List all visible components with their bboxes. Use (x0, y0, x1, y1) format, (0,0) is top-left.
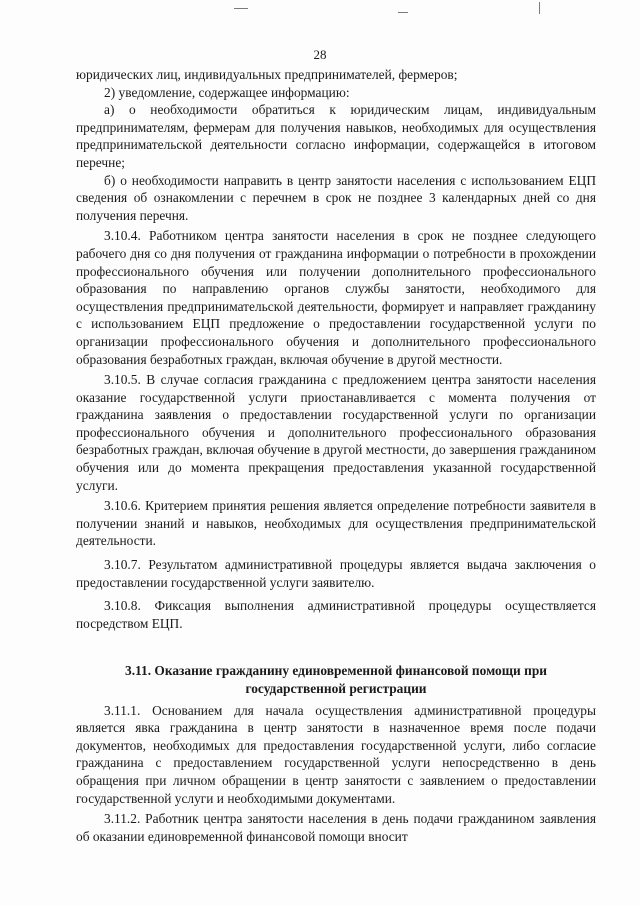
scan-mark-center (398, 12, 408, 13)
section-heading: 3.11. Оказание гражданину единовременной финансовой помощи при государственной регистрации (125, 663, 547, 696)
scan-mark-left (234, 8, 248, 9)
document-body (76, 66, 596, 845)
paragraph: а) о необходимости обратиться к юридическим лицам, индивидуальным предпринимателям, фермерам для получения навыков, необходимых для осуществления предпринимательской деятельности согласно информации, содержащейся в итоговом перечне; (76, 102, 596, 170)
paragraph: 3.10.5. В случае согласия гражданина с предложением центра занятости населения оказание государственной услуги приостанавливается с момента получения от гражданина заявления о предоставлении государственной услуги по организации профессионального обучения и дополнительного профессионального образования безработных граждан, включая обучение в другой местности, до завершения гражданином обучения или до момента прекращения предоставления указанной государственной услуги. (76, 372, 596, 493)
paragraph: 3.11.1. Основанием для начала осуществления административной процедуры является явка гражданина в центр занятости в назначенное время после подачи документов, необходимых для предоставления государственной услуги, либо согласие гражданина с предоставлением государственной услуги непосредственно в день обращения при личном обращении в центр занятости с заявлением о предоставлении государственной услуги и необходимыми документами. (76, 702, 596, 806)
page-number: 28 (313, 47, 327, 62)
scan-mark-right (539, 2, 540, 14)
paragraph: юридических лиц, индивидуальных предпринимателей, фермеров; (76, 67, 458, 82)
paragraph: 3.10.8. Фиксация выполнения административной процедуры осуществляется посредством ЕЦП. (76, 598, 596, 631)
paragraph: 3.10.6. Критерием принятия решения является определение потребности заявителя в получении знаний и навыков, необходимых для осуществления предпринимательской деятельности. (76, 498, 596, 549)
paragraph: 3.10.7. Результатом административной процедуры является выдача заключения о предоставлении государственной услуги заявителю. (76, 557, 596, 590)
paragraph: 3.11.2. Работник центра занятости населения в день подачи гражданином заявления об оказании единовременной финансовой помощи вносит (76, 811, 596, 844)
paragraph: б) о необходимости направить в центр занятости населения с использованием ЕЦП сведения об ознакомлении с перечнем в срок не позднее 3 календарных дней со дня получения перечня. (76, 172, 596, 223)
paragraph: 2) уведомление, содержащее информацию: (104, 84, 350, 100)
paragraph: 3.10.4. Работником центра занятости населения в срок не позднее следующего рабочего дня со дня получения от гражданина информации о потребности в прохождении профессионального обучения или получении дополнительного профессионального образования по направлению органов службы занятости, необходимого для осуществления предпринимательской деятельности, формирует и направляет гражданину с использованием ЕЦП предложение о предоставлении государственной услуги по организации профессионального обучения и дополнительного профессионального образования безработных граждан, включая обучение в другой местности. (76, 228, 596, 367)
